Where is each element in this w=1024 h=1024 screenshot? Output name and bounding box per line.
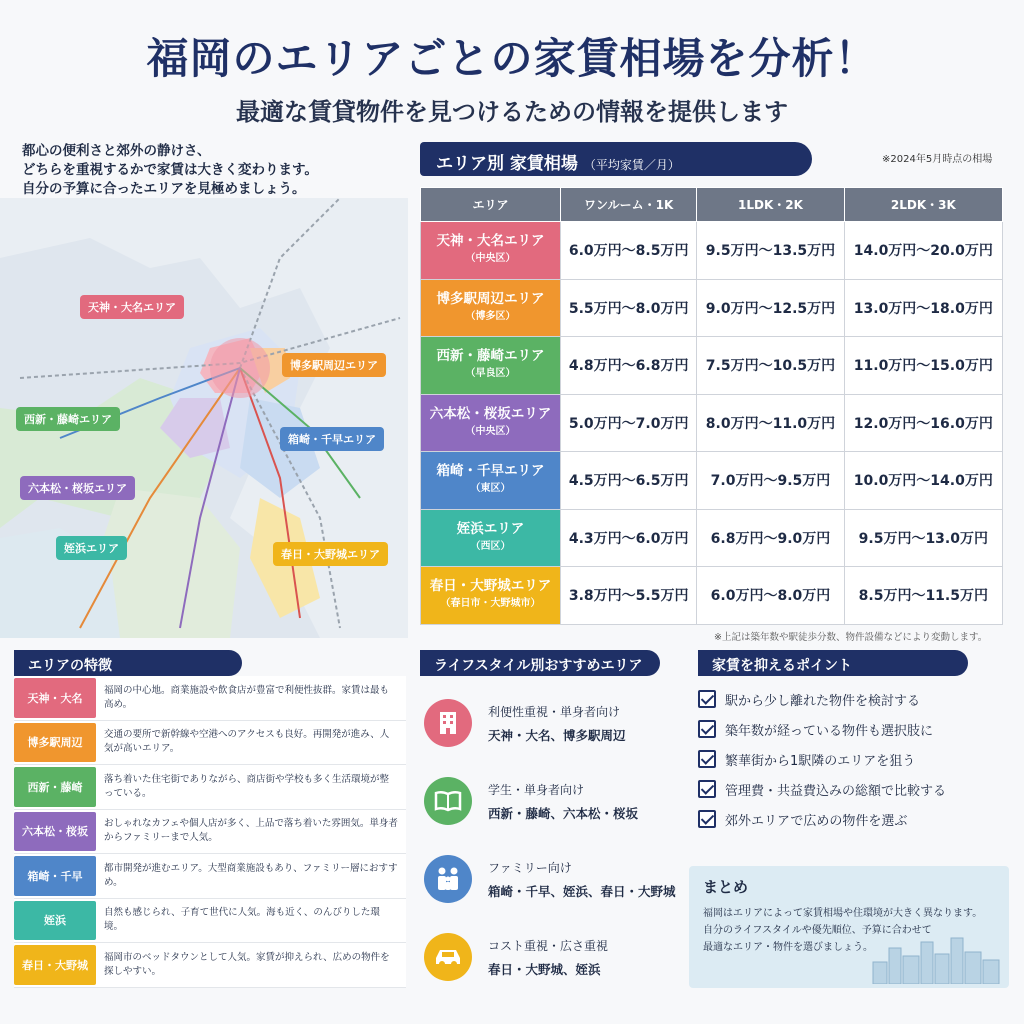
list-item (424, 762, 684, 840)
area-cell (421, 279, 561, 337)
area-name: 西新・藤崎エリア (436, 348, 545, 365)
map-label-tenjin[interactable]: 天神・大名エリア (80, 295, 184, 319)
summary-box (689, 866, 1009, 988)
feature-desc: おしゃれなカフェや個人店が多く、上品で落ち着いた雰囲気。単身者からファミリーまで人気。 (104, 818, 398, 844)
feature-tag: 春日・大野城 (14, 945, 96, 985)
feature-tag: 西新・藤崎 (14, 767, 96, 807)
rent-cell: 10.0万円～14.0万円 (844, 452, 1002, 510)
lifestyle-areas: 天神・大名、博多駅周辺 (488, 727, 626, 743)
fukuoka-area-map (0, 198, 408, 638)
rent-cell: 5.0万円～7.0万円 (561, 394, 697, 452)
intro-line: どちらを重視するかで家賃は大きく変わります。 (22, 162, 318, 178)
points-list (698, 684, 946, 834)
checkbox-icon (698, 750, 716, 768)
list-item (698, 684, 946, 714)
table-row (421, 279, 1003, 337)
list-item (14, 721, 406, 766)
checkbox-icon (698, 810, 716, 828)
column-header: ワンルーム・1K (561, 188, 697, 222)
rent-cell: 9.5万円～13.0万円 (844, 509, 1002, 567)
map-label-ropponmatsu[interactable]: 六本松・桜坂エリア (20, 476, 135, 500)
area-ward: （博多区） (465, 310, 516, 322)
area-ward: （中央区） (465, 425, 516, 437)
features-heading: エリアの特徴 (14, 650, 242, 676)
rent-cell: 7.0万円～9.5万円 (697, 452, 844, 510)
feature-tag: 天神・大名 (14, 678, 96, 718)
list-item (698, 744, 946, 774)
area-ward: （春日市・大野城市） (440, 598, 541, 610)
lifestyle-type: コスト重視・広さ重視 (488, 938, 609, 953)
point-text: 駅から少し離れた物件を検討する (725, 693, 921, 709)
lifestyle-areas: 春日・大野城、姪浜 (488, 961, 601, 977)
feature-desc: 福岡の中心地。商業施設や飲食店が豊富で利便性抜群。家賃は最も高め。 (104, 684, 390, 710)
map-label-hakozaki[interactable]: 箱崎・千早エリア (280, 427, 384, 451)
area-cell (421, 222, 561, 280)
page-title: 福岡のエリアごとの家賃相場を分析！ (146, 34, 878, 83)
table-row (421, 394, 1003, 452)
features-list (14, 676, 406, 988)
map-label-meinohama[interactable]: 姪浜エリア (56, 536, 127, 560)
rent-cell: 11.0万円～15.0万円 (844, 337, 1002, 395)
rates-note: ※上記は築年数や駅徒歩分数、物件設備などにより変動します。 (714, 632, 988, 643)
area-ward: （東区） (470, 483, 511, 495)
rates-heading-sub: （平均家賃／月） (583, 158, 680, 172)
list-item (14, 765, 406, 810)
area-cell (421, 394, 561, 452)
feature-desc: 都市開発が進むエリア。大型商業施設もあり、ファミリー層におすすめ。 (104, 862, 398, 888)
intro-line: 都心の便利さと郊外の静けさ、 (22, 143, 211, 159)
rates-heading (420, 142, 812, 176)
area-name: 箱崎・千早エリア (436, 463, 545, 480)
area-name: 六本松・桜坂エリア (429, 405, 552, 422)
feature-desc: 福岡市のベッドタウンとして人気。家賃が抑えられ、広めの物件を探しやすい。 (104, 951, 390, 977)
point-text: 築年数が経っている物件も選択肢に (725, 723, 934, 739)
rent-cell: 8.5万円～11.5万円 (844, 567, 1002, 625)
book-icon (424, 777, 472, 825)
rates-as-of: ※2024年5月時点の相場 (882, 154, 993, 165)
map-label-nishijin[interactable]: 西新・藤崎エリア (16, 407, 120, 431)
lifestyle-heading: ライフスタイル別おすすめエリア (420, 650, 660, 676)
list-item (424, 840, 684, 918)
checkbox-icon (698, 780, 716, 798)
list-item (698, 774, 946, 804)
table-row (421, 222, 1003, 280)
rent-cell: 6.0万円～8.5万円 (561, 222, 697, 280)
list-item (698, 804, 946, 834)
lifestyle-type: 学生・単身者向け (488, 782, 585, 797)
table-row (421, 452, 1003, 510)
checkbox-icon (698, 720, 716, 738)
list-item (14, 854, 406, 899)
feature-desc: 交通の要所で新幹線や空港へのアクセスも良好。再開発が進み、人気が高いエリア。 (104, 729, 390, 755)
column-header: 2LDK・3K (844, 188, 1002, 222)
car-icon (424, 933, 472, 981)
area-name: 天神・大名エリア (436, 233, 545, 250)
page-subtitle: 最適な賃貸物件を見つけるための情報を提供します (236, 98, 788, 126)
point-text: 郊外エリアで広めの物件を選ぶ (725, 813, 908, 829)
lifestyle-type: ファミリー向け (488, 860, 572, 875)
area-ward: （早良区） (465, 368, 516, 380)
list-item (14, 899, 406, 944)
feature-tag: 六本松・桜坂 (14, 812, 96, 852)
map-label-kasuga[interactable]: 春日・大野城エリア (273, 542, 388, 566)
intro-line: 自分の予算に合ったエリアを見極めましょう。 (22, 181, 306, 197)
list-item (424, 918, 684, 996)
family-icon (424, 855, 472, 903)
area-cell (421, 509, 561, 567)
table-header-row (421, 188, 1003, 222)
area-cell (421, 567, 561, 625)
rent-cell: 6.8万円～9.0万円 (697, 509, 844, 567)
rent-cell: 4.5万円～6.5万円 (561, 452, 697, 510)
area-ward: （西区） (470, 540, 511, 552)
feature-tag: 姪浜 (14, 901, 96, 941)
column-header: 1LDK・2K (697, 188, 844, 222)
rent-cell: 6.0万円～8.0万円 (697, 567, 844, 625)
table-row (421, 509, 1003, 567)
rent-cell: 12.0万円～16.0万円 (844, 394, 1002, 452)
map-label-hakata[interactable]: 博多駅周辺エリア (282, 353, 386, 377)
rent-cell: 14.0万円～20.0万円 (844, 222, 1002, 280)
rent-cell: 7.5万円～10.5万円 (697, 337, 844, 395)
feature-tag: 博多駅周辺 (14, 723, 96, 763)
area-name: 博多駅周辺エリア (436, 290, 545, 307)
intro-text (22, 142, 318, 199)
feature-desc: 落ち着いた住宅街でありながら、商店街や学校も多く生活環境が整っている。 (104, 773, 390, 799)
points-heading: 家賃を抑えるポイント (698, 650, 968, 676)
point-text: 繁華街から1駅隣のエリアを狙う (725, 753, 916, 769)
feature-desc: 自然も感じられ、子育て世代に人気。海も近く、のんびりした環境。 (104, 907, 380, 933)
lifestyle-list (424, 684, 684, 996)
area-cell (421, 337, 561, 395)
summary-line: 最適なエリア・物件を選びましょう。 (703, 942, 873, 953)
lifestyle-areas: 箱崎・千早、姪浜、春日・大野城 (488, 883, 676, 899)
rent-cell: 4.8万円～6.8万円 (561, 337, 697, 395)
rent-cell: 4.3万円～6.0万円 (561, 509, 697, 567)
building-icon (424, 699, 472, 747)
list-item (14, 943, 406, 988)
rent-cell: 9.0万円～12.5万円 (697, 279, 844, 337)
checkbox-icon (698, 690, 716, 708)
summary-heading: まとめ (703, 878, 749, 896)
table-row (421, 337, 1003, 395)
list-item (14, 676, 406, 721)
list-item (424, 684, 684, 762)
column-header: エリア (421, 188, 561, 222)
summary-line: 福岡はエリアによって家賃相場や住環境が大きく異なります。 (703, 908, 983, 919)
table-row (421, 567, 1003, 625)
rent-cell: 3.8万円～5.5万円 (561, 567, 697, 625)
area-cell (421, 452, 561, 510)
area-name: 春日・大野城エリア (429, 578, 552, 595)
rent-cell: 13.0万円～18.0万円 (844, 279, 1002, 337)
point-text: 管理費・共益費込みの総額で比較する (725, 783, 947, 799)
lifestyle-type: 利便性重視・単身者向け (488, 704, 621, 719)
summary-line: 自分のライフスタイルや優先順位、予算に合わせて (703, 925, 932, 936)
rent-table (420, 187, 1003, 625)
lifestyle-areas: 西新・藤崎、六本松・桜坂 (488, 805, 639, 821)
area-ward: （中央区） (465, 253, 516, 265)
rent-cell: 9.5万円～13.5万円 (697, 222, 844, 280)
rates-heading-text: エリア別 家賃相場 (436, 154, 578, 174)
rent-cell: 5.5万円～8.0万円 (561, 279, 697, 337)
list-item (698, 714, 946, 744)
rent-cell: 8.0万円～11.0万円 (697, 394, 844, 452)
feature-tag: 箱崎・千早 (14, 856, 96, 896)
area-name: 姪浜エリア (456, 520, 525, 537)
list-item (14, 810, 406, 855)
